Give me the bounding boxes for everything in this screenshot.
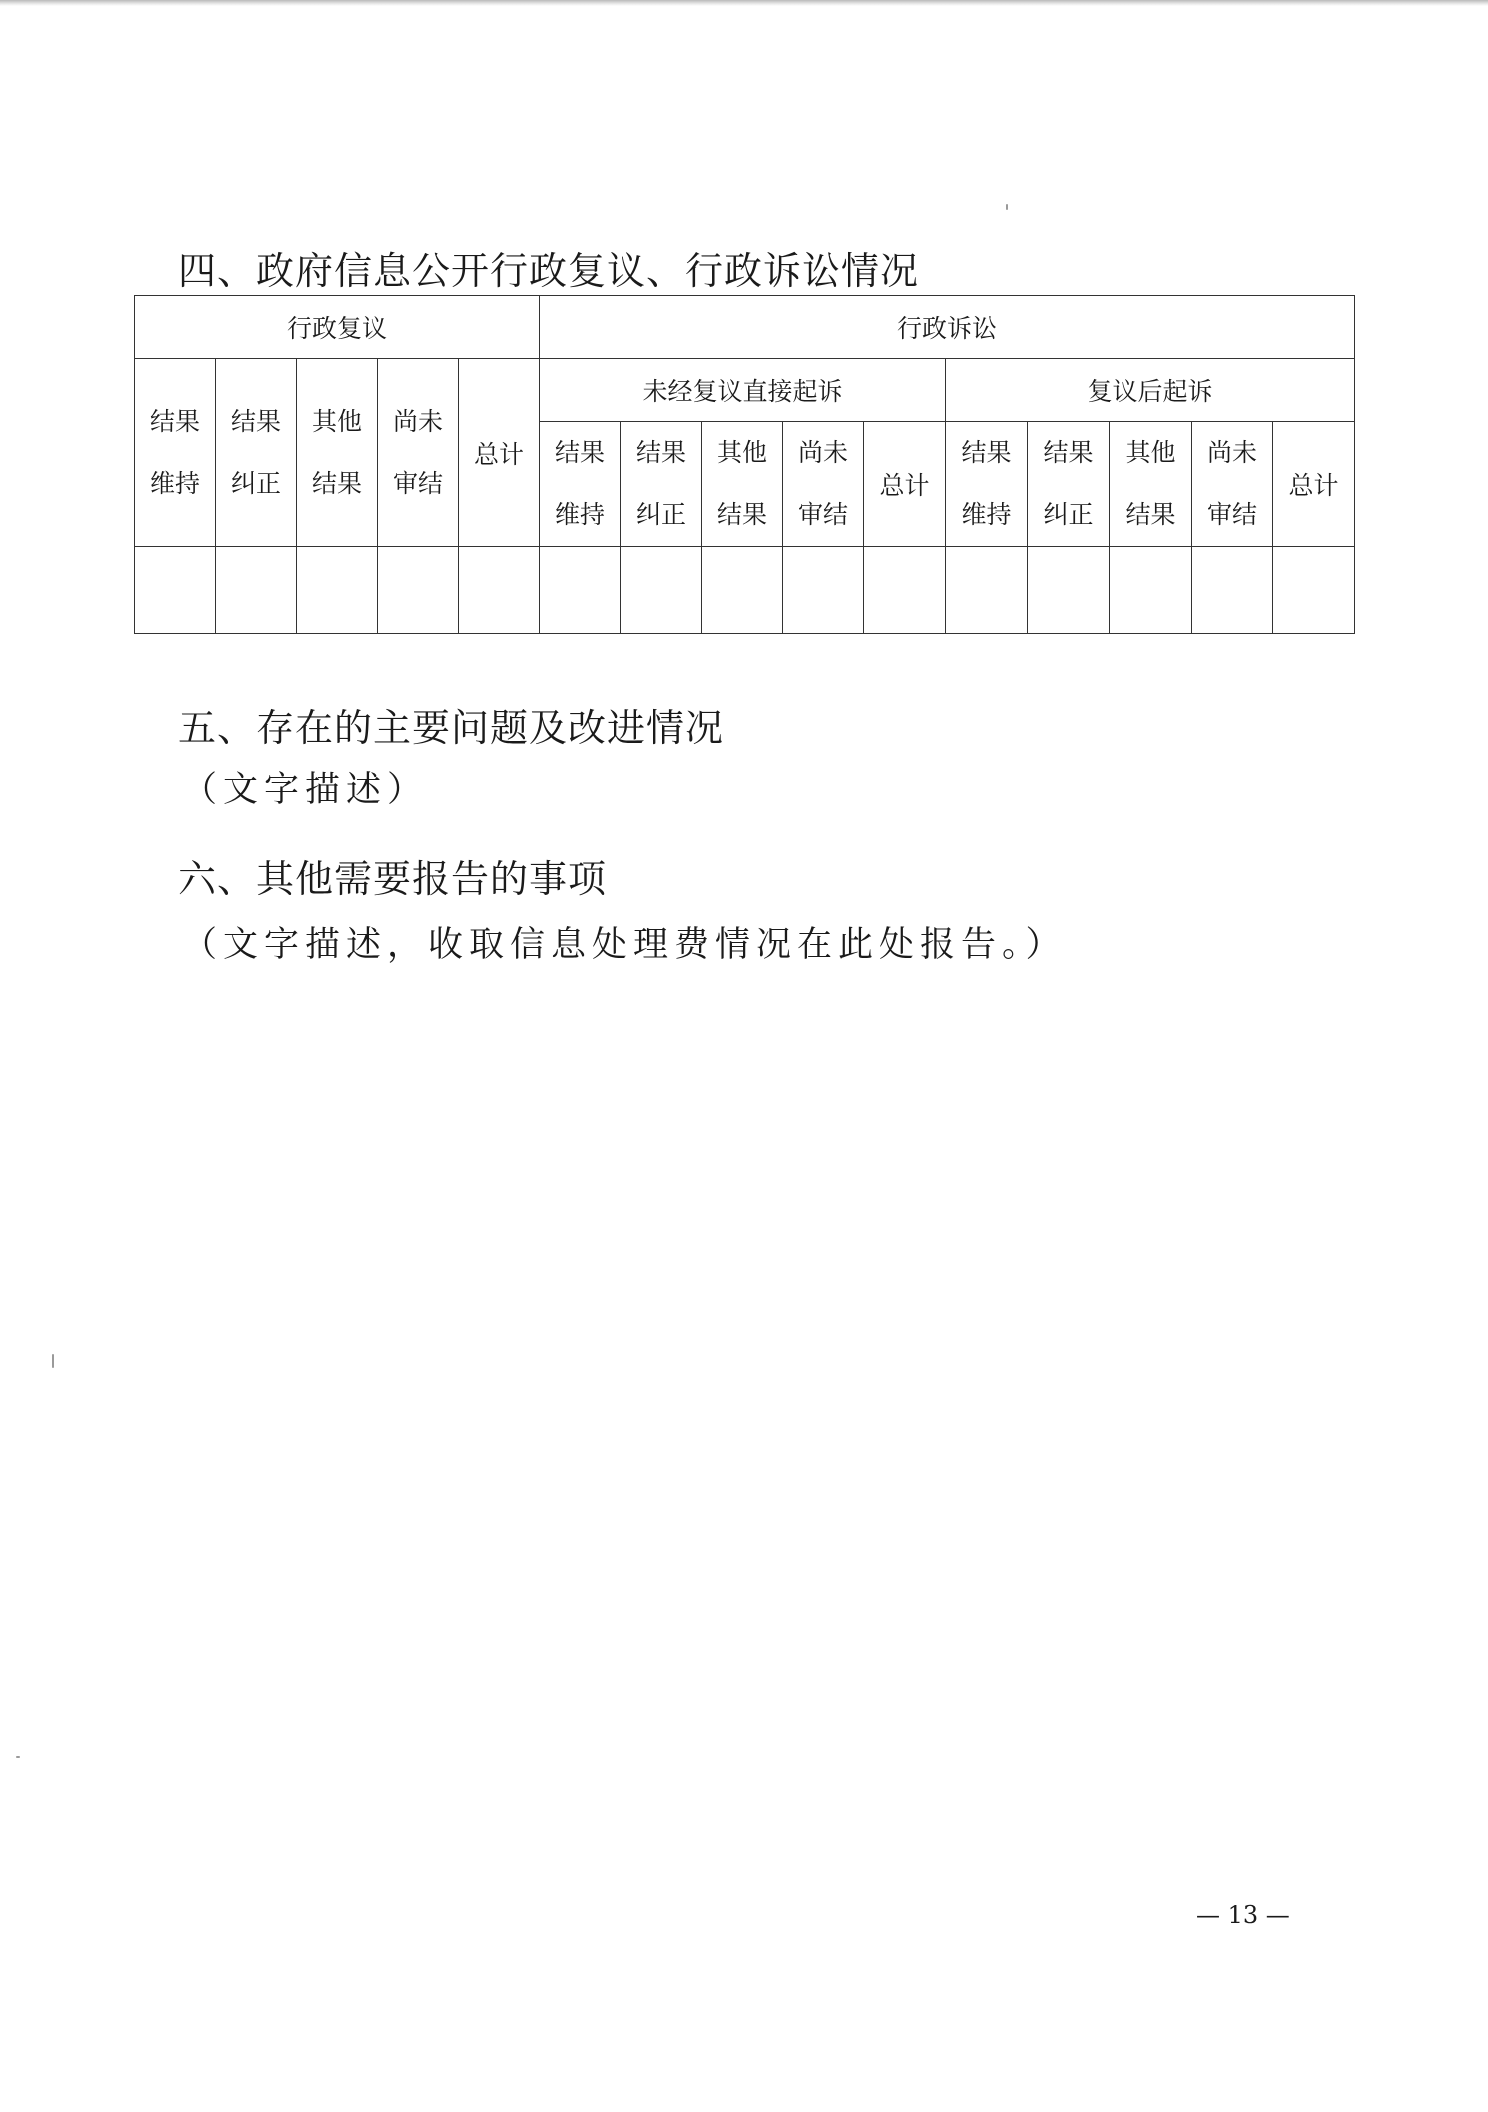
direct-corrected-header: 结果 纠正	[621, 422, 702, 547]
scan-speck	[16, 1756, 20, 1758]
direct-pending-header: 尚未 审结	[783, 422, 864, 547]
post-other-header: 其他 结果	[1110, 422, 1192, 547]
table-header-row-1	[135, 296, 1355, 359]
data-cell	[216, 547, 297, 634]
data-cell	[297, 547, 378, 634]
data-cell	[1273, 547, 1355, 634]
data-cell	[864, 547, 946, 634]
section-6-description: （文字描述，收取信息处理费情况在此处报告。）	[182, 925, 1067, 965]
review-pending-header: 尚未 审结	[378, 359, 459, 547]
data-cell	[621, 547, 702, 634]
data-cell	[378, 547, 459, 634]
section-4-heading: 四、政府信息公开行政复议、行政诉讼情况	[178, 249, 920, 293]
post-review-suit-header: 复议后起诉	[946, 359, 1355, 422]
review-litigation-table	[134, 295, 1355, 634]
scan-speck	[52, 1354, 54, 1368]
direct-total-header: 总计	[864, 422, 946, 547]
scan-top-edge	[0, 0, 1488, 6]
review-corrected-header: 结果 纠正	[216, 359, 297, 547]
admin-review-header: 行政复议	[135, 296, 540, 359]
section-5-description: （文字描述）	[182, 770, 429, 810]
review-total-header: 总计	[459, 359, 540, 547]
data-cell	[946, 547, 1028, 634]
data-cell	[1028, 547, 1110, 634]
post-total-header: 总计	[1273, 422, 1355, 547]
post-corrected-header: 结果 纠正	[1028, 422, 1110, 547]
table-data-row	[135, 547, 1355, 634]
data-cell	[135, 547, 216, 634]
data-cell	[783, 547, 864, 634]
direct-upheld-header: 结果 维持	[540, 422, 621, 547]
admin-litigation-header: 行政诉讼	[540, 296, 1355, 359]
direct-suit-header: 未经复议直接起诉	[540, 359, 946, 422]
section-6-heading: 六、其他需要报告的事项	[178, 857, 608, 901]
data-cell	[1192, 547, 1273, 634]
data-cell	[1110, 547, 1192, 634]
post-upheld-header: 结果 维持	[946, 422, 1028, 547]
data-cell	[459, 547, 540, 634]
data-cell	[540, 547, 621, 634]
post-pending-header: 尚未 审结	[1192, 422, 1273, 547]
direct-other-header: 其他 结果	[702, 422, 783, 547]
review-other-header: 其他 结果	[297, 359, 378, 547]
data-cell	[702, 547, 783, 634]
page-number: — 13 —	[1196, 1901, 1290, 1929]
review-upheld-header: 结果 维持	[135, 359, 216, 547]
scan-speck	[1006, 204, 1008, 210]
table-header-row-2	[135, 359, 1355, 422]
section-5-heading: 五、存在的主要问题及改进情况	[178, 706, 725, 750]
